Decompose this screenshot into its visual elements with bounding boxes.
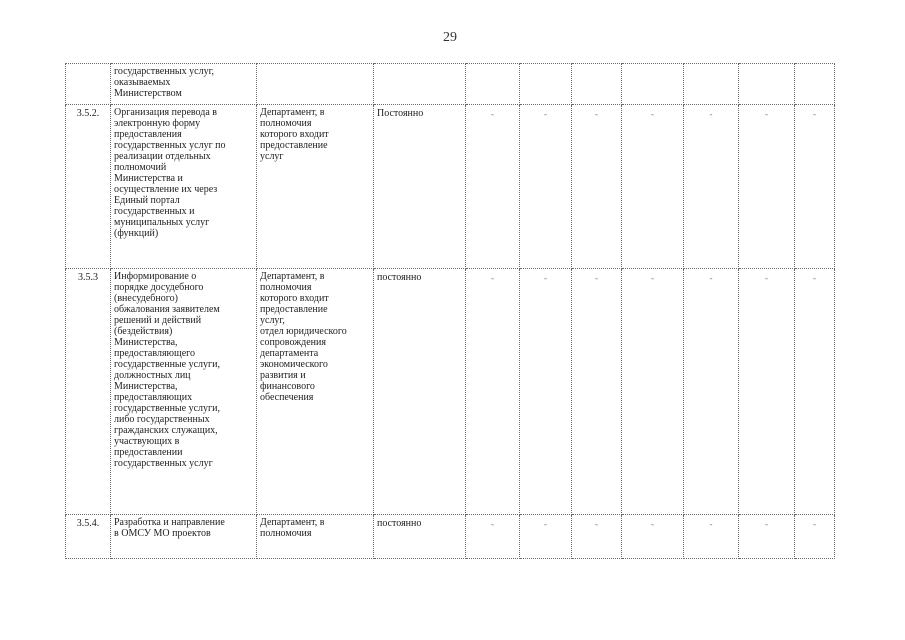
value-cell [520, 64, 572, 105]
value-cell: - [572, 515, 622, 559]
value-cell [572, 64, 622, 105]
value-cell: - [622, 269, 684, 515]
value-cell [466, 64, 520, 105]
value-cell: - [684, 269, 739, 515]
value-cell: - [795, 269, 835, 515]
term-cell [374, 64, 466, 105]
activity-cell: Разработка и направление в ОМСУ МО проектов [111, 515, 257, 559]
value-cell: - [520, 105, 572, 269]
row-number [66, 64, 111, 105]
executor-cell: Департамент, в полномочия которого входит предоставление услуг, отдел юридического сопровождения департамента экономического развития и финансового обеспечения [257, 269, 374, 515]
term-cell: постоянно [374, 515, 466, 559]
value-cell: - [622, 515, 684, 559]
value-cell: - [466, 105, 520, 269]
table-row [66, 105, 835, 269]
plan-table [65, 63, 835, 559]
activity-cell: Организация перевода в электронную форму предоставления государственных услуг по реализации отдельных полномочий Министерства и осуществление их через Единый портал государственных и муниципальных услуг (функций) [111, 105, 257, 269]
executor-cell: Департамент, в полномочия которого входит предоставление услуг [257, 105, 374, 269]
table-row [66, 515, 835, 559]
value-cell: - [572, 269, 622, 515]
value-cell: - [684, 515, 739, 559]
row-number: 3.5.4. [66, 515, 111, 559]
page-number: 29 [443, 30, 457, 45]
table-row [66, 64, 835, 105]
value-cell: - [684, 105, 739, 269]
row-number: 3.5.2. [66, 105, 111, 269]
value-cell: - [739, 269, 795, 515]
value-cell: - [795, 515, 835, 559]
value-cell: - [520, 515, 572, 559]
value-cell: - [622, 105, 684, 269]
value-cell: - [739, 105, 795, 269]
value-cell: - [466, 269, 520, 515]
value-cell: - [520, 269, 572, 515]
value-cell: - [572, 105, 622, 269]
term-cell: постоянно [374, 269, 466, 515]
row-number: 3.5.3 [66, 269, 111, 515]
executor-cell: Департамент, в полномочия [257, 515, 374, 559]
value-cell: - [466, 515, 520, 559]
value-cell: - [739, 515, 795, 559]
table-row [66, 269, 835, 515]
value-cell [795, 64, 835, 105]
value-cell: - [795, 105, 835, 269]
executor-cell [257, 64, 374, 105]
activity-cell: Информирование о порядке досудебного (внесудебного) обжалования заявителем решений и действий (бездействия) Министерства, предоставляющего государственные услуги, должностных лиц Министерства, предоставляющих государственные услуги, либо государственных гражданских служащих, участвующих в предоставлении государственных услуг [111, 269, 257, 515]
activity-cell: государственных услуг, оказываемых Министерством [111, 64, 257, 105]
value-cell [739, 64, 795, 105]
value-cell [622, 64, 684, 105]
term-cell: Постоянно [374, 105, 466, 269]
value-cell [684, 64, 739, 105]
